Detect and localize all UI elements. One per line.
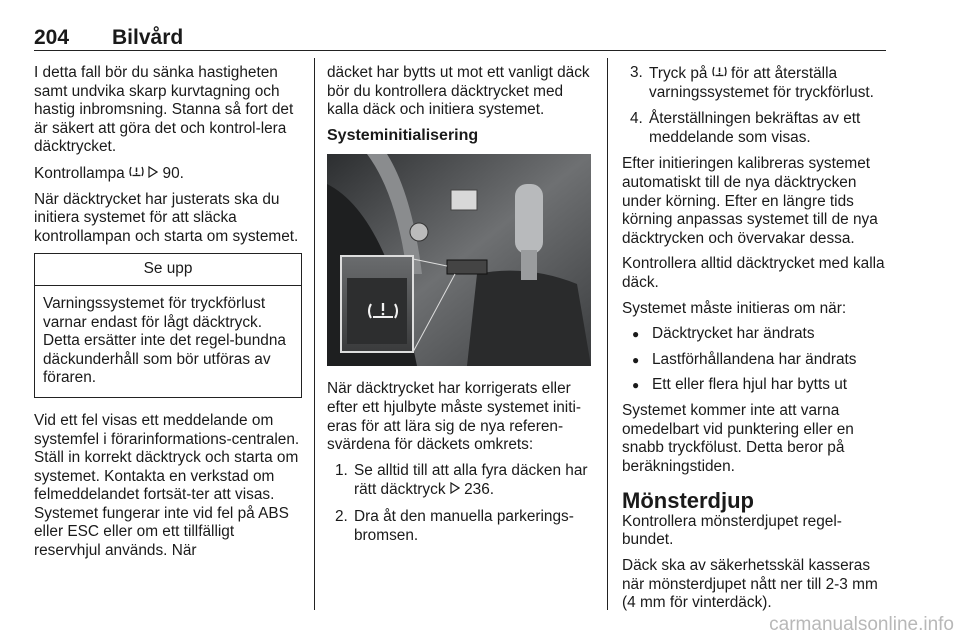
column-divider-1 [314, 58, 315, 610]
paragraph: Vid ett fel visas ett meddelande om systemfel i förarinformations‐centralen. Ställ in korrekt däcktryck och starta om systemet. Kontakta en verkstad om felmeddelandet fortsät‐ter att visas. Systemet fungerar inte vid fel på ABS eller ESC eller om ett tillfälligt reservhjul används. När [34, 411, 300, 560]
step-number: 3. [630, 64, 643, 81]
watermark: carmanualsonline.info [769, 614, 954, 635]
warning-body: Varningssystemet för tryckförlust varnar endast för lågt däcktryck. Detta ersätter inte det regel‐bundna däckunderhåll som bör utföras av föraren. [43, 294, 286, 387]
warning-box [34, 253, 302, 398]
list-item [327, 508, 593, 545]
step-text: Se alltid till att alla fyra däcken har rätt däcktryck [354, 461, 588, 499]
section-heading: Systeminitialisering [327, 126, 479, 144]
section-heading: Mönsterdjup [622, 488, 754, 514]
warning-title: Se upp [35, 254, 301, 286]
page-reference-icon [148, 164, 158, 183]
list-item [327, 462, 593, 500]
column-3 [622, 64, 888, 620]
paragraph: Kontrollera alltid däcktrycket med kalla däck. [622, 255, 885, 291]
list-item [622, 110, 888, 147]
paragraph: Efter initieringen kalibreras systemet automatiskt till de nya däcktrycken under körning. Efter en längre tids körning anpassas systemet till de nya däcktrycken och övervakar dessa. [622, 155, 878, 247]
page-reference-icon [450, 480, 460, 499]
step-number: 1. [335, 461, 348, 479]
paragraph [34, 164, 302, 184]
tire-pressure-icon [712, 64, 727, 83]
page-number: 204 [34, 26, 70, 49]
paragraph: När däcktrycket har justerats ska du initiera systemet för att släcka kontrollampan och starta om systemet. [34, 190, 299, 245]
list-item: ● Däcktrycket har ändrats [622, 325, 888, 344]
header-divider [34, 50, 886, 51]
step-number: 4. [630, 110, 643, 128]
column-1 [34, 64, 302, 568]
dashboard-photo [327, 154, 591, 366]
paragraph: När däcktrycket har korrigerats eller efter ett hjulbyte måste systemet initi‐eras för att lära sig de nya referen‐svärdena för däckets omkrets: [327, 380, 582, 454]
page-reference[interactable]: 90. [162, 164, 184, 182]
column-divider-2 [607, 58, 608, 610]
list-item: ● Lastförhållandena har ändrats [622, 351, 888, 370]
step-number: 2. [335, 507, 348, 525]
bullet-list [622, 325, 888, 395]
paragraph: Systemet måste initieras om när: [622, 299, 847, 317]
paragraph: Systemet kommer inte att varna omedelbart vid punktering eller en snabb tryckfölust. Detta beror på beräkningstiden. [622, 401, 854, 475]
paragraph: däcket har bytts ut mot ett vanligt däck bör du kontrollera däcktrycket med kalla däck och initiera systemet. [327, 64, 590, 119]
list-item: ● Ett eller flera hjul har bytts ut [622, 376, 888, 395]
paragraph: Däck ska av säkerhetsskäl kasseras när mönsterdjupet nått ner till 2-3 mm (4 mm för vinterdäck). [622, 557, 878, 612]
step-text: Återställningen bekräftas av ett meddelande som visas. [649, 110, 861, 146]
step-text: för att återställa varningssystemet för tryckförlust. [649, 65, 874, 101]
page-header [34, 26, 886, 52]
tire-pressure-icon [129, 164, 144, 183]
page-reference[interactable]: 236. [464, 481, 495, 499]
list-item [622, 64, 888, 102]
indicator-label: Kontrollampa [34, 164, 125, 182]
step-text: Dra åt den manuella parkerings‐bromsen. [354, 507, 574, 544]
chapter-title: Bilvård [112, 26, 184, 49]
column-2 [327, 64, 593, 553]
paragraph: Kontrollera mönsterdjupet regel‐bundet. [622, 512, 842, 549]
paragraph: I detta fall bör du sänka hastigheten samt undvika skarp kurvtagning och hastig inbromsning. Stanna så fort det är säkert att göra det och kontrol‐lera däcktrycket. [34, 64, 294, 156]
steps-list [327, 462, 593, 545]
step-prefix: Tryck på [649, 65, 708, 82]
steps-list [622, 64, 888, 147]
